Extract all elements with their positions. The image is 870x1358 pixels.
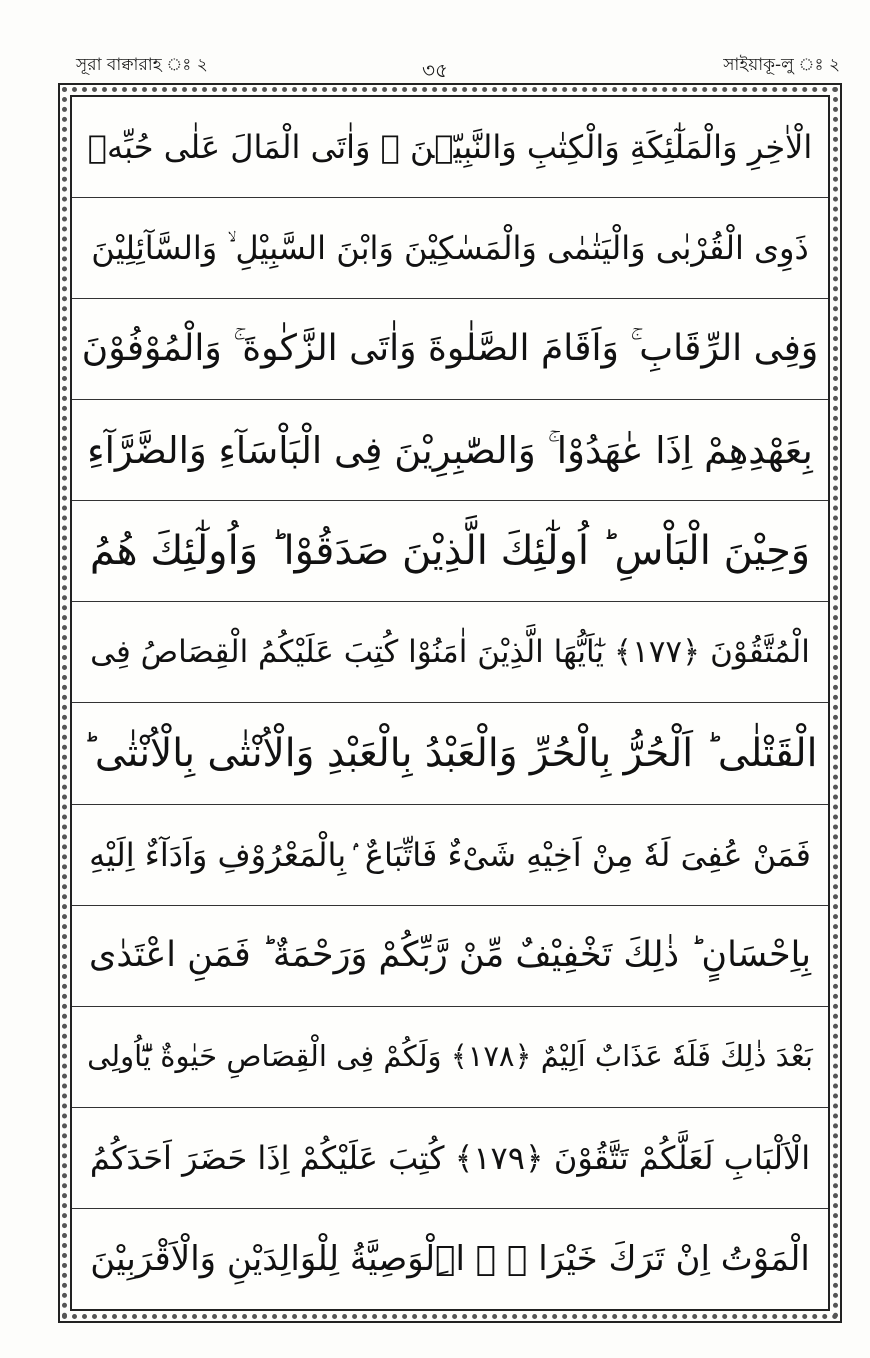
page-header <box>0 0 870 80</box>
verse-line-8: فَمَنْ عُفِىَ لَهٗ مِنْ اَخِيْهِ شَىْءٌ فَاتِّبَاعٌ ۢبِالْمَعْرُوْفِ وَاَدَآءٌ اِلَيْهِ <box>72 805 828 906</box>
verse-line-1: الْاٰخِرِ وَالْمَلٰٓئِكَةِ وَالْكِتٰبِ وَالنَّبِيّٖنَ ۚ وَاٰتَى الْمَالَ عَلٰى حُبِّهٖ <box>72 97 828 198</box>
verse-lines <box>72 97 828 1309</box>
verse-line-3: وَفِى الرِّقَابِ ۚ وَاَقَامَ الصَّلٰوةَ وَاٰتَى الزَّكٰوةَ ۚ وَالْمُوْفُوْنَ <box>72 299 828 400</box>
page-number: ৩৫ <box>422 58 448 82</box>
text-panel <box>70 95 830 1311</box>
verse-line-10: بَعْدَ ذٰلِكَ فَلَهٗ عَذَابٌ اَلِيْمٌ ﴿١٧٨﴾ وَلَكُمْ فِى الْقِصَاصِ حَيٰوةٌ يّٰٓاُولِى <box>72 1007 828 1108</box>
verse-line-9: بِاِحْسَانٍ ؕ ذٰلِكَ تَخْفِيْفٌ مِّنْ رَّبِّكُمْ وَرَحْمَةٌ ؕ فَمَنِ اعْتَدٰى <box>72 906 828 1007</box>
verse-line-11: الْاَلْبَابِ لَعَلَّكُمْ تَتَّقُوْنَ ﴿١٧٩﴾ كُتِبَ عَلَيْكُمْ اِذَا حَضَرَ اَحَدَكُمُ <box>72 1108 828 1209</box>
verse-line-4: بِعَهْدِهِمْ اِذَا عٰهَدُوْا ۚ وَالصّٰبِرِيْنَ فِى الْبَاْسَآءِ وَالضَّرَّآءِ <box>72 400 828 501</box>
para-name-header: সাইয়াকূ-লু ঃ ২ <box>723 55 840 75</box>
verse-line-12: الْمَوْتُ اِنْ تَرَكَ خَيْرَا ۖ ۚ اِۨلْوَصِيَّةُ لِلْوَالِدَيْنِ وَالْاَقْرَبِيْنَ <box>90 1238 810 1279</box>
surah-name-header: সূরা বাক্বারাহ ঃ ২ <box>76 55 208 75</box>
verse-line-2: ذَوِى الْقُرْبٰى وَالْيَتٰمٰى وَالْمَسٰكِيْنَ وَابْنَ السَّبِيْلِ ۙ وَالسَّآئِلِيْنَ <box>72 198 828 299</box>
verse-line-7: الْقَتْلٰى ؕ اَلْحُرُّ بِالْحُرِّ وَالْعَبْدُ بِالْعَبْدِ وَالْاُنْثٰى بِالْاُنْثٰى ؕ <box>72 703 828 804</box>
verse-line-5: وَحِيْنَ الْبَاْسِ ؕ اُولٰٓئِكَ الَّذِيْنَ صَدَقُوْا ؕ وَاُولٰٓئِكَ هُمُ <box>72 501 828 602</box>
verse-line-6: الْمُتَّقُوْنَ ﴿١٧٧﴾ يٰٓاَيُّهَا الَّذِيْنَ اٰمَنُوْا كُتِبَ عَلَيْكُمُ الْقِصَاصُ فِى <box>72 602 828 703</box>
